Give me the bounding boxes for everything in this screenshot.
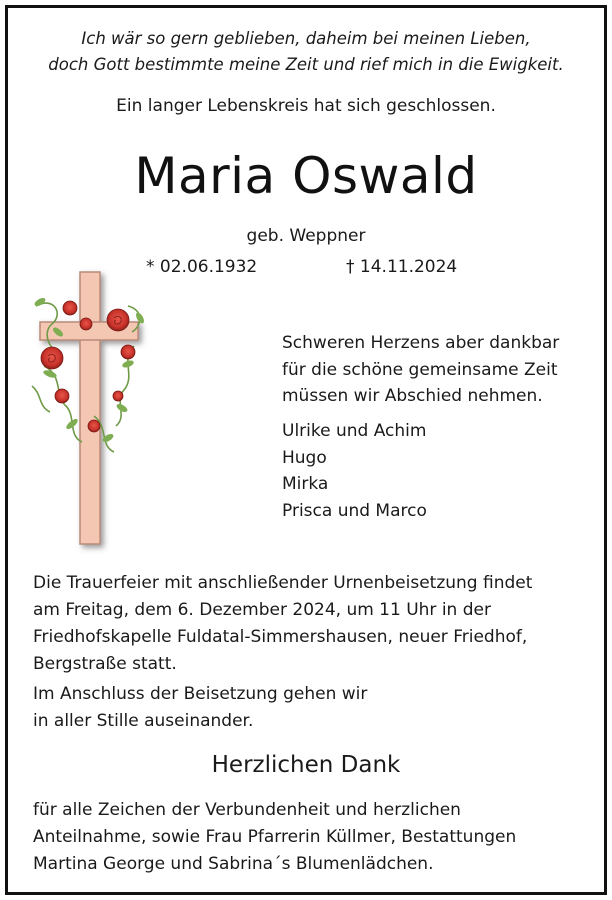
family-member: Ulrike und Achim bbox=[282, 421, 427, 441]
cross-with-roses-icon bbox=[24, 266, 164, 558]
thanks-line-1: für alle Zeichen der Verbundenheit und herzlichen bbox=[33, 800, 461, 820]
intro-line: Ein langer Lebenskreis hat sich geschlossen. bbox=[116, 96, 496, 116]
ceremony-line-4: Bergstraße statt. bbox=[33, 654, 177, 674]
death-date: † 14.11.2024 bbox=[346, 257, 458, 277]
family-member: Hugo bbox=[282, 447, 327, 468]
after-ceremony-text bbox=[33, 681, 367, 735]
quote-line-2: doch Gott bestimmte meine Zeit und rief mich in die Ewigkeit. bbox=[48, 55, 564, 74]
farewell-line-3: müssen wir Abschied nehmen. bbox=[282, 386, 543, 406]
thanks-text bbox=[33, 797, 516, 878]
birth-date: * 02.06.1932 bbox=[146, 257, 258, 277]
family-member: Prisca und Marco bbox=[282, 500, 427, 521]
thanks-line-2: Anteilnahme, sowie Frau Pfarrerin Küllmer, Bestattungen bbox=[33, 827, 517, 847]
farewell-line-1: Schweren Herzens aber dankbar bbox=[282, 333, 560, 353]
family-member: Mirka bbox=[282, 474, 329, 494]
deceased-name: Maria Oswald bbox=[134, 147, 478, 205]
maiden-name: geb. Weppner bbox=[246, 226, 366, 246]
ceremony-line-1: Die Trauerfeier mit anschließender Urnenbeisetzung findet bbox=[33, 573, 533, 593]
farewell-line-2: für die schöne gemeinsame Zeit bbox=[282, 359, 558, 380]
after-line-1: Im Anschluss der Beisetzung gehen wir bbox=[33, 684, 368, 704]
memorial-quote bbox=[0, 26, 612, 78]
ceremony-line-3: Friedhofskapelle Fuldatal-Simmershausen, neuer Friedhof, bbox=[33, 627, 528, 647]
quote-line-1: Ich wär so gern geblieben, daheim bei meinen Lieben, bbox=[81, 29, 531, 48]
thanks-title: Herzlichen Dank bbox=[211, 752, 401, 778]
after-line-2: in aller Stille auseinander. bbox=[33, 711, 254, 731]
farewell-text bbox=[282, 330, 559, 410]
thanks-line-3: Martina George und Sabrina´s Blumenlädchen. bbox=[33, 854, 434, 874]
family-list bbox=[282, 418, 427, 524]
ceremony-line-2: am Freitag, dem 6. Dezember 2024, um 11 Uhr in der bbox=[33, 600, 491, 620]
ceremony-text bbox=[33, 570, 532, 678]
